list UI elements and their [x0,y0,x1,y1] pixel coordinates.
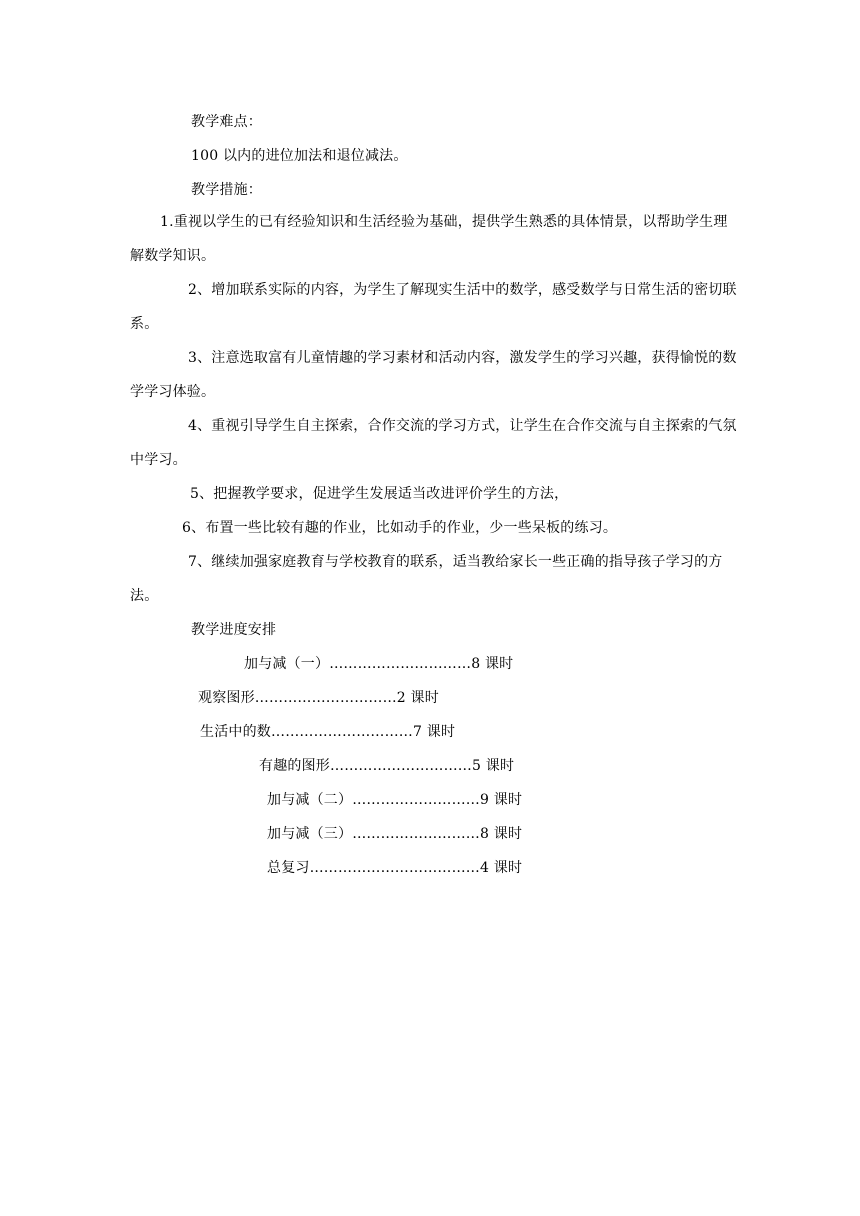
measure-item-4: 4、重视引导学生自主探索，合作交流的学习方式，让学生在合作交流与自主探索的气氛中学习。 [130,418,737,468]
measure-item-6: 6、布置一些比较有趣的作业，比如动手的作业，少一些呆板的练习。 [182,520,618,536]
difficulty-text: 100 以内的进位加法和退位减法。 [191,148,408,164]
measure-item-5: 5、把握教学要求，促进学生发展适当改进评价学生的方法， [190,486,569,502]
measure-item-2: 2、增加联系实际的内容，为学生了解现实生活中的数学，感受数学与日常生活的密切联系。 [130,282,737,332]
schedule-item: 生活中的数…………………………7 课时 [200,724,456,740]
measure-item-7: 7、继续加强家庭教育与学校教育的联系，适当教给家长一些正确的指导孩子学习的方法。 [130,554,723,604]
schedule-item: 总复习………………………………4 课时 [267,860,523,876]
schedule-item: 加与减（二）………………………9 课时 [267,792,523,808]
schedule-item: 有趣的图形…………………………5 课时 [259,758,515,774]
measure-item-3: 3、注意选取富有儿童情趣的学习素材和活动内容，激发学生的学习兴趣，获得愉悦的数学学习体验。 [130,350,737,400]
schedule-item: 加与减（一）…………………………8 课时 [244,656,514,672]
schedule-heading: 教学进度安排 [191,622,277,638]
measures-heading: 教学措施： [191,182,262,198]
schedule-item: 观察图形…………………………2 课时 [198,690,439,706]
difficulty-heading: 教学难点： [191,114,262,130]
schedule-item: 加与减（三）………………………8 课时 [267,826,523,842]
measure-item-1: 1.重视以学生的已有经验知识和生活经验为基础，提供学生熟悉的具体情景，以帮助学生理解数学知识。 [130,214,728,264]
